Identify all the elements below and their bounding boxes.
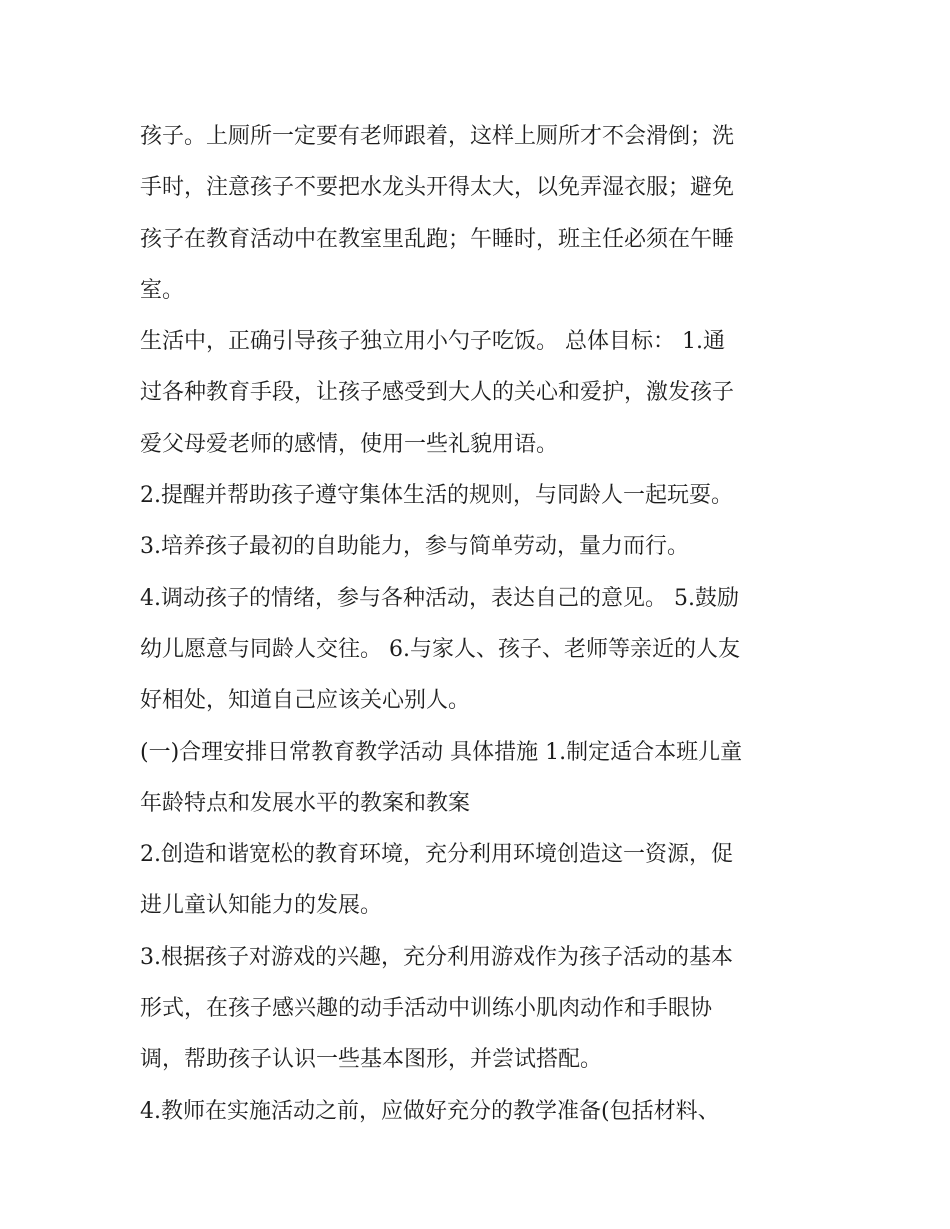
text-line: 4.调动孩子的情绪，参与各种活动，表达自己的意见。 5.鼓励 xyxy=(140,585,739,611)
document-body xyxy=(140,111,820,1137)
paragraph-measures-2 xyxy=(140,829,820,932)
text-line: 过各种教育手段，让孩子感受到大人的关心和爱护，激发孩子 xyxy=(140,380,735,406)
text-line: 2.创造和谐宽松的教育环境，充分利用环境创造这一资源，促 xyxy=(140,842,733,868)
text-line: 3.培养孩子最初的自助能力，参与简单劳动，量力而行。 xyxy=(140,534,689,560)
paragraph-measures-3 xyxy=(140,932,820,1086)
text-line: 幼儿愿意与同龄人交往。 6.与家人、孩子、老师等亲近的人友 xyxy=(140,636,740,662)
paragraph-overall-goal-1 xyxy=(140,316,820,470)
text-line: 手时，注意孩子不要把水龙头开得太大，以免弄湿衣服；避免 xyxy=(140,175,735,201)
text-line: 孩子在教育活动中在教室里乱跑；午睡时，班主任必须在午睡 xyxy=(140,226,735,252)
text-line: 好相处，知道自己应该关心别人。 xyxy=(140,688,471,714)
paragraph-measures-4 xyxy=(140,1086,820,1137)
text-line: 生活中，正确引导孩子独立用小勺子吃饭。 总体目标： 1.通 xyxy=(140,329,725,355)
text-line: 年龄特点和发展水平的教案和教案 xyxy=(140,790,471,816)
text-line: 孩子。上厕所一定要有老师跟着，这样上厕所才不会滑倒；洗 xyxy=(140,124,735,149)
text-line: 2.提醒并帮助孩子遵守集体生活的规则，与同龄人一起玩耍。 xyxy=(140,483,733,509)
text-line: 进儿童认知能力的发展。 xyxy=(140,893,383,919)
text-line: 3.根据孩子对游戏的兴趣，充分利用游戏作为孩子活动的基本 xyxy=(140,944,733,970)
text-line: 爱父母爱老师的感情，使用一些礼貌用语。 xyxy=(140,431,559,457)
text-line: 调，帮助孩子认识一些基本图形，并尝试搭配。 xyxy=(140,1047,603,1073)
text-line: 4.教师在实施活动之前，应做好充分的教学准备(包括材料、 xyxy=(140,1098,720,1124)
text-line: (一)合理安排日常教育教学活动 具体措施 1.制定适合本班儿童 xyxy=(140,739,743,765)
paragraph-goal-2 xyxy=(140,470,820,521)
text-line: 形式，在孩子感兴趣的动手活动中训练小肌肉动作和手眼协 xyxy=(140,996,713,1022)
paragraph-goals-4-6 xyxy=(140,573,820,727)
text-line: 室。 xyxy=(140,277,185,303)
paragraph-safety-routine xyxy=(140,111,820,316)
paragraph-goal-3 xyxy=(140,521,820,572)
paragraph-measures-1 xyxy=(140,727,820,830)
